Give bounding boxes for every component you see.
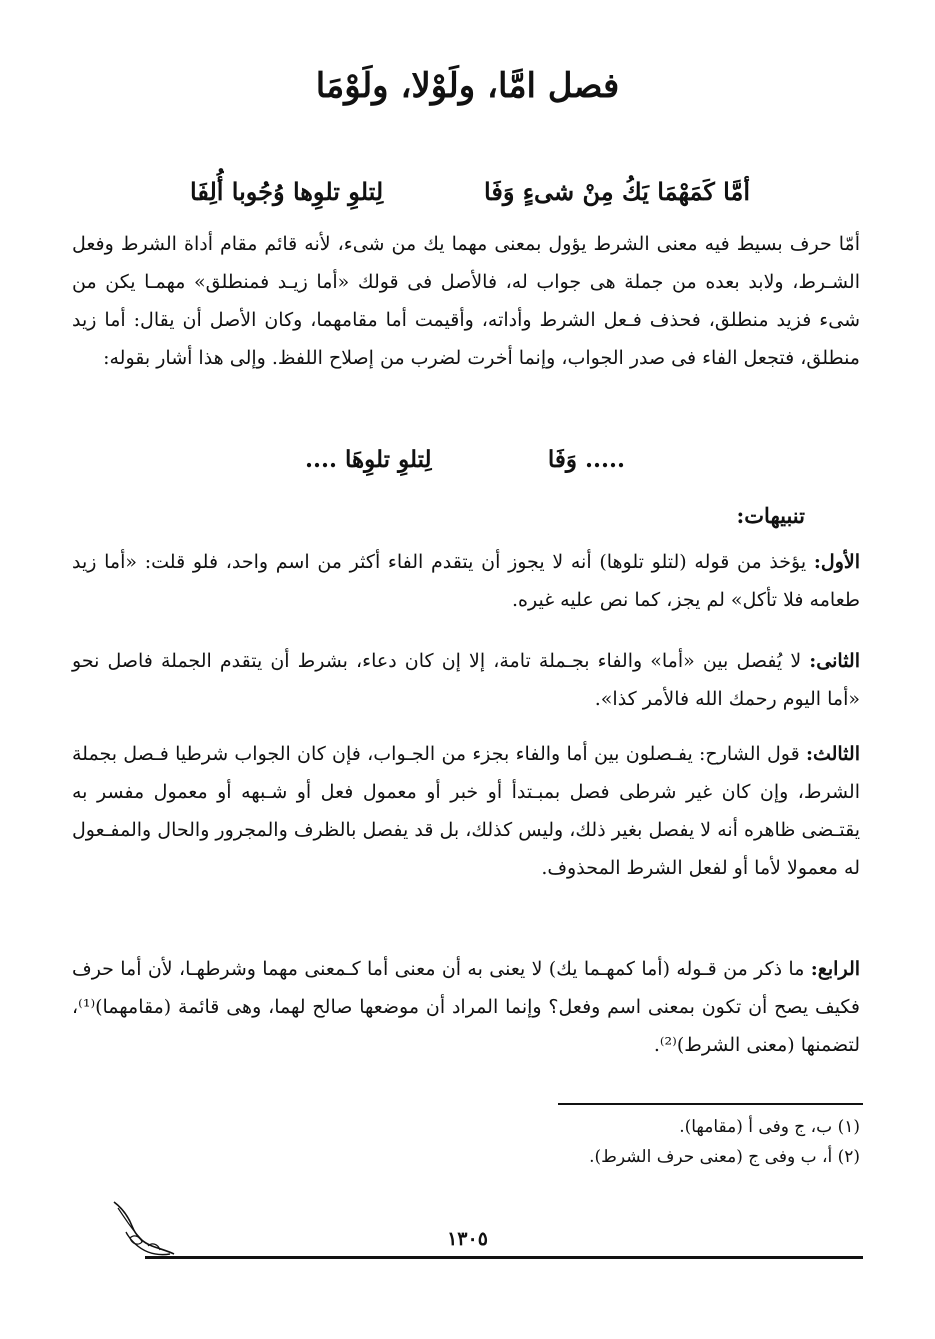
verse-first-hemistich: أمَّا كَمَهْمَا يَكُ مِنْ شىءٍ وَفَا [484, 177, 750, 206]
footnotes [360, 1112, 860, 1172]
note-paragraph [72, 735, 860, 887]
footnote-divider [558, 1103, 863, 1105]
note-lead: الثانى: [809, 650, 860, 672]
notes-heading: تنبيهات: [736, 503, 805, 528]
footnote-item: (١) ب، ج وفى أ (مقامها). [679, 1117, 860, 1137]
footnote-item: (٢) أ، ب وفى ج (معنى حرف الشرط). [589, 1147, 860, 1167]
note-lead: الثالث: [805, 743, 860, 765]
verse-line [190, 172, 750, 212]
note-paragraph [72, 950, 860, 1064]
note-paragraph [72, 642, 860, 718]
note-text: ما ذكر من قـوله (أما كمهـما يك) لا يعنى به أن معنى أما كـمعنى مهما وشرطهـا، لأن أما حرف فكيف يصح أن تكون بمعنى اسم وفعل؟ وإنما المراد أن موضعها صالح لهما، وهى قائمة (مقامهما)⁽¹⁾، لتضمنها (معنى الشرط)⁽²⁾. [72, 958, 860, 1056]
bottom-rule [145, 1256, 863, 1259]
quoted-verse-first: ..... وَفَا [547, 446, 625, 473]
intro-paragraph: أمّا حرف بسيط فيه معنى الشرط يؤول بمعنى مهما يك من شىء، لأنه قائم مقام أداة الشرط وفعل الشـرط، ولابد بعده من جملة هى جواب له، فالأصل فى قولك «أما زيـد فمنطلق» مهمـا يكن من شىء فزيد منطلق، فحذف فـعل الشرط وأداته، وأقيمت أما مقامهما، وكان الأصل أن يقال: أما زيد منطلق، فتجعل الفاء فى صدر الجواب، وإنما أخرت لضرب من إصلاح اللفظ. وإلى هذا أشار بقوله: [72, 233, 860, 369]
page-number: ١٣٠٥ [447, 1228, 488, 1250]
note-text: لا يُفصل بين «أما» والفاء بجـملة تامة، إلا إن كان دعاء، بشرط أن يتقدم الجملة فاصل نحو «أما اليوم رحمك الله فالأمر كذا». [72, 650, 860, 710]
note-text: يؤخذ من قوله (لتلو تلوها) أنه لا يجوز أن يتقدم الفاء أكثر من اسم واحد، فلو قلت: «أما زيد طعامه فلا تأكل» لم يجز، كما نص عليه غيره. [72, 551, 860, 611]
verse-second-hemistich: لِتلوِ تلوِها وُجُوبا أُلِفَا [190, 177, 384, 206]
quoted-verse [305, 440, 625, 480]
chapter-title: فصل امَّا، ولَوْلا، ولَوْمَا [315, 66, 620, 106]
quoted-verse-second: لِتلوِ تلوِهَا .... [305, 446, 432, 473]
note-text: قول الشارح: يفـصلون بين أما والفاء بجزء من الجـواب، فإن كان الجواب شرطيا فـصل بجملة الشرط، وإن كان غير شرطى فصل بمبـتدأ أو خبر أو معمول فعل أو شـبهه أو معمول مفسر به يقتـضى ظاهره أنه لا يفصل بغير ذلك، وليس كذلك، بل قد يفصل بالظرف والمجرور والحال والمفـعول له معمولا لأما أو لفعل الشرط المحذوف. [72, 743, 860, 879]
note-lead: الرابع: [810, 958, 861, 980]
note-paragraph [72, 543, 860, 619]
quill-ornament-icon [108, 1198, 178, 1260]
note-lead: الأول: [813, 551, 860, 573]
